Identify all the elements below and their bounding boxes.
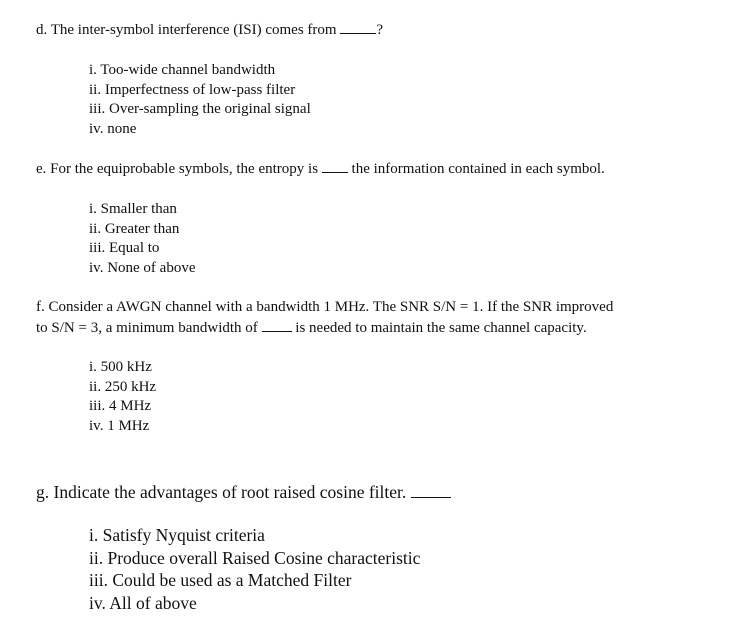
question-g-stem xyxy=(36,481,451,503)
question-d-text: d. The inter-symbol interference (ISI) comes from xyxy=(36,22,341,38)
question-f-text-end: is needed to maintain the same channel capacity. xyxy=(291,320,587,336)
answer-blank xyxy=(411,482,451,498)
question-e-stem xyxy=(36,159,605,179)
question-g-options xyxy=(89,524,420,614)
question-f-text: f. Consider a AWGN channel with a bandwidth 1 MHz. The SNR S/N = 1. If the SNR improved xyxy=(36,299,614,315)
question-e-text: e. For the equiprobable symbols, the entropy is xyxy=(36,161,322,177)
option-d-iv: iv. none xyxy=(89,120,137,137)
option-g-i: i. Satisfy Nyquist criteria xyxy=(89,525,265,545)
option-g-iii: iii. Could be used as a Matched Filter xyxy=(89,570,352,590)
option-f-iii: iii. 4 MHz xyxy=(89,398,152,414)
answer-blank xyxy=(340,20,376,34)
question-f-options xyxy=(89,358,156,436)
question-e-options xyxy=(89,200,196,278)
option-e-iv: iv. None of above xyxy=(89,259,196,276)
option-f-ii: ii. 250 kHz xyxy=(89,378,157,395)
answer-blank xyxy=(322,159,348,173)
option-e-i: i. Smaller than xyxy=(89,201,177,217)
option-e-ii: ii. Greater than xyxy=(89,220,180,237)
option-d-iii: iii. Over-sampling the original signal xyxy=(89,101,311,117)
question-d-stem xyxy=(36,20,383,40)
option-f-i: i. 500 kHz xyxy=(89,359,152,375)
question-d-options xyxy=(89,61,311,139)
option-d-i: i. Too-wide channel bandwidth xyxy=(89,62,276,78)
question-f-text-line2: to S/N = 3, a minimum bandwidth of xyxy=(36,320,262,336)
option-f-iv: iv. 1 MHz xyxy=(89,417,150,434)
option-g-ii: ii. Produce overall Raised Cosine characteristic xyxy=(89,547,421,568)
answer-blank xyxy=(262,318,292,332)
question-f-stem-line1 xyxy=(36,298,613,317)
question-g-text: g. Indicate the advantages of root raised cosine filter. xyxy=(36,482,411,502)
option-e-iii: iii. Equal to xyxy=(89,240,160,256)
option-g-iv: iv. All of above xyxy=(89,592,197,613)
option-d-ii: ii. Imperfectness of low-pass filter xyxy=(89,81,296,98)
question-e-text-end: the information contained in each symbol. xyxy=(347,161,605,177)
question-d-text-end: ? xyxy=(376,22,383,38)
question-f-stem-line2 xyxy=(36,318,587,338)
